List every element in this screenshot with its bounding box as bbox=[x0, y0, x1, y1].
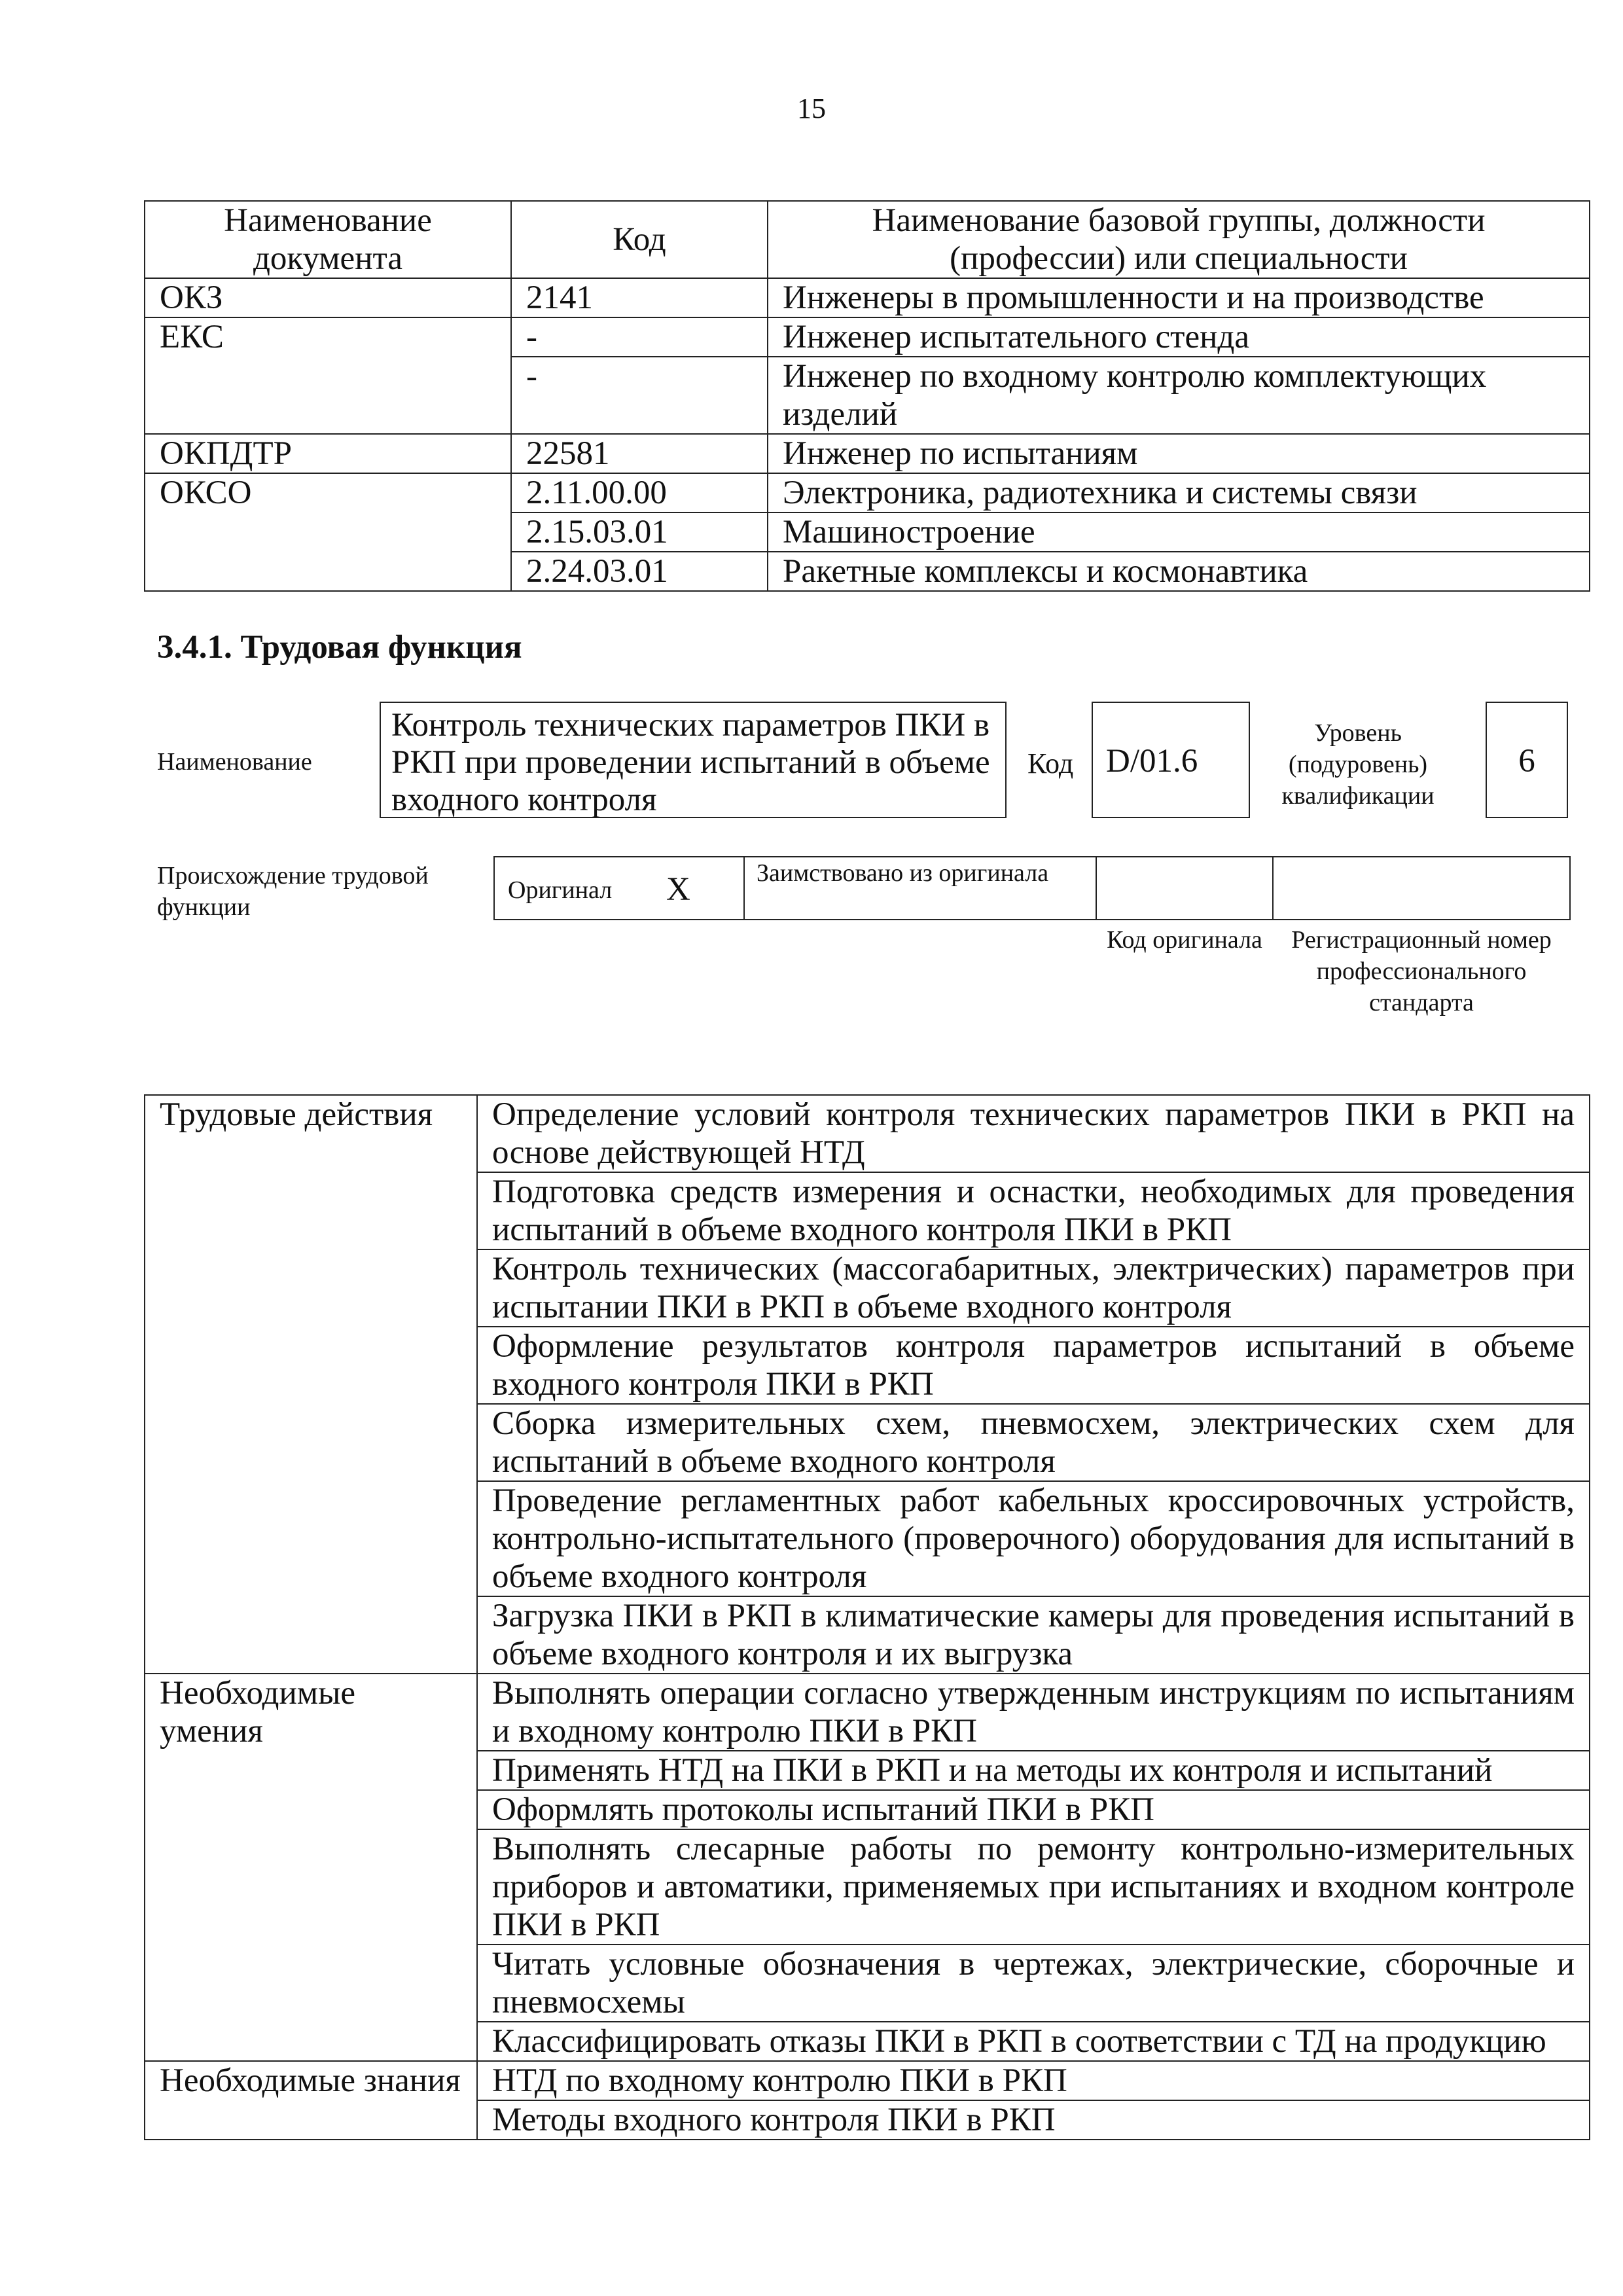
reg-number-cell bbox=[1272, 856, 1571, 920]
code-cell: 22581 bbox=[511, 434, 768, 473]
original-label: Оригинал bbox=[508, 876, 613, 904]
skill-item: Оформлять протоколы испытаний ПКИ в РКП bbox=[477, 1790, 1590, 1829]
labor-action-item: Контроль технических (массогабаритных, электрических) параметров при испытании ПКИ в РКП в объеме входного контроля bbox=[477, 1249, 1590, 1327]
labor-action-item: Определение условий контроля технических параметров ПКИ в РКП на основе действующей НТД bbox=[477, 1095, 1590, 1172]
name-cell: Ракетные комплексы и космонавтика bbox=[768, 552, 1590, 591]
name-cell: Инженер по испытаниям bbox=[768, 434, 1590, 473]
doc-cell: ЕКС bbox=[145, 317, 511, 434]
name-cell: Инженер испытательного стенда bbox=[768, 317, 1590, 357]
name-cell: Инженер по входному контролю комплектующих изделий bbox=[768, 357, 1590, 434]
function-code-value: D/01.6 bbox=[1092, 702, 1250, 818]
knowledge-heading: Необходимые знания bbox=[145, 2061, 477, 2140]
name-cell: Электроника, радиотехника и системы связи bbox=[768, 473, 1590, 512]
function-name-label: Наименование bbox=[157, 748, 312, 776]
doc-cell: ОКЗ bbox=[145, 278, 511, 317]
header-code: Код bbox=[511, 201, 768, 278]
level-value: 6 bbox=[1486, 702, 1568, 818]
header-document: Наименование документа bbox=[145, 201, 511, 278]
labor-actions-heading: Трудовые действия bbox=[145, 1095, 477, 1674]
function-code-label: Код bbox=[1027, 747, 1074, 780]
doc-cell: ОКПДТР bbox=[145, 434, 511, 473]
skill-item: Классифицировать отказы ПКИ в РКП в соответствии с ТД на продукцию bbox=[477, 2022, 1590, 2061]
borrowed-cell bbox=[743, 856, 1097, 920]
original-mark: X bbox=[666, 871, 690, 908]
code-cell: - bbox=[511, 357, 768, 434]
page-number: 15 bbox=[797, 92, 826, 124]
skill-item: Выполнять слесарные работы по ремонту контрольно-измерительных приборов и автоматики, применяемых при испытаниях и входном контроле ПКИ в РКП bbox=[477, 1829, 1590, 1945]
doc-cell: ОКСО bbox=[145, 473, 511, 591]
labor-action-item: Подготовка средств измерения и оснастки, необходимых для проведения испытаний в объеме входного контроля ПКИ в РКП bbox=[477, 1172, 1590, 1249]
code-cell: 2.11.00.00 bbox=[511, 473, 768, 512]
name-cell: Машиностроение bbox=[768, 512, 1590, 552]
original-code-caption: Код оригинала bbox=[1107, 926, 1262, 954]
original-cell bbox=[493, 856, 745, 920]
classification-table bbox=[144, 200, 1590, 592]
function-name-value: Контроль технических параметров ПКИ в РКП при проведении испытаний в объеме входного контроля bbox=[380, 702, 1007, 818]
code-cell: 2.15.03.01 bbox=[511, 512, 768, 552]
knowledge-item: НТД по входному контролю ПКИ в РКП bbox=[477, 2061, 1590, 2100]
labor-action-item: Сборка измерительных схем, пневмосхем, электрических схем для испытаний в объеме входного контроля bbox=[477, 1404, 1590, 1481]
code-cell: 2141 bbox=[511, 278, 768, 317]
code-cell: - bbox=[511, 317, 768, 357]
function-details-table bbox=[144, 1094, 1590, 2140]
skill-item: Читать условные обозначения в чертежах, электрические, сборочные и пневмосхемы bbox=[477, 1945, 1590, 2022]
labor-action-item: Оформление результатов контроля параметров испытаний в объеме входного контроля ПКИ в РКП bbox=[477, 1327, 1590, 1404]
skill-item: Применять НТД на ПКИ в РКП и на методы их контроля и испытаний bbox=[477, 1751, 1590, 1790]
section-heading: 3.4.1. Трудовая функция bbox=[157, 629, 522, 666]
skill-item: Выполнять операции согласно утвержденным инструкциям по испытаниям и входному контролю ПКИ в РКП bbox=[477, 1674, 1590, 1751]
labor-action-item: Проведение регламентных работ кабельных кроссировочных устройств, контрольно-испытательного (проверочного) оборудования для испытаний в объеме входного контроля bbox=[477, 1481, 1590, 1596]
origin-label: Происхождение трудовой функции bbox=[157, 862, 429, 921]
original-code-cell bbox=[1096, 856, 1274, 920]
header-name: Наименование базовой группы, должности (профессии) или специальности bbox=[768, 201, 1590, 278]
knowledge-item: Методы входного контроля ПКИ в РКП bbox=[477, 2100, 1590, 2140]
name-cell: Инженеры в промышленности и на производстве bbox=[768, 278, 1590, 317]
level-label: Уровень (подуровень) квалификации bbox=[1281, 719, 1435, 810]
borrowed-label: Заимствовано из оригинала bbox=[757, 859, 1049, 887]
skills-heading: Необходимые умения bbox=[145, 1674, 477, 2061]
reg-number-caption: Регистрационный номер профессионального стандарта bbox=[1291, 926, 1552, 1016]
code-cell: 2.24.03.01 bbox=[511, 552, 768, 591]
labor-action-item: Загрузка ПКИ в РКП в климатические камеры для проведения испытаний в объеме входного контроля и их выгрузка bbox=[477, 1596, 1590, 1674]
